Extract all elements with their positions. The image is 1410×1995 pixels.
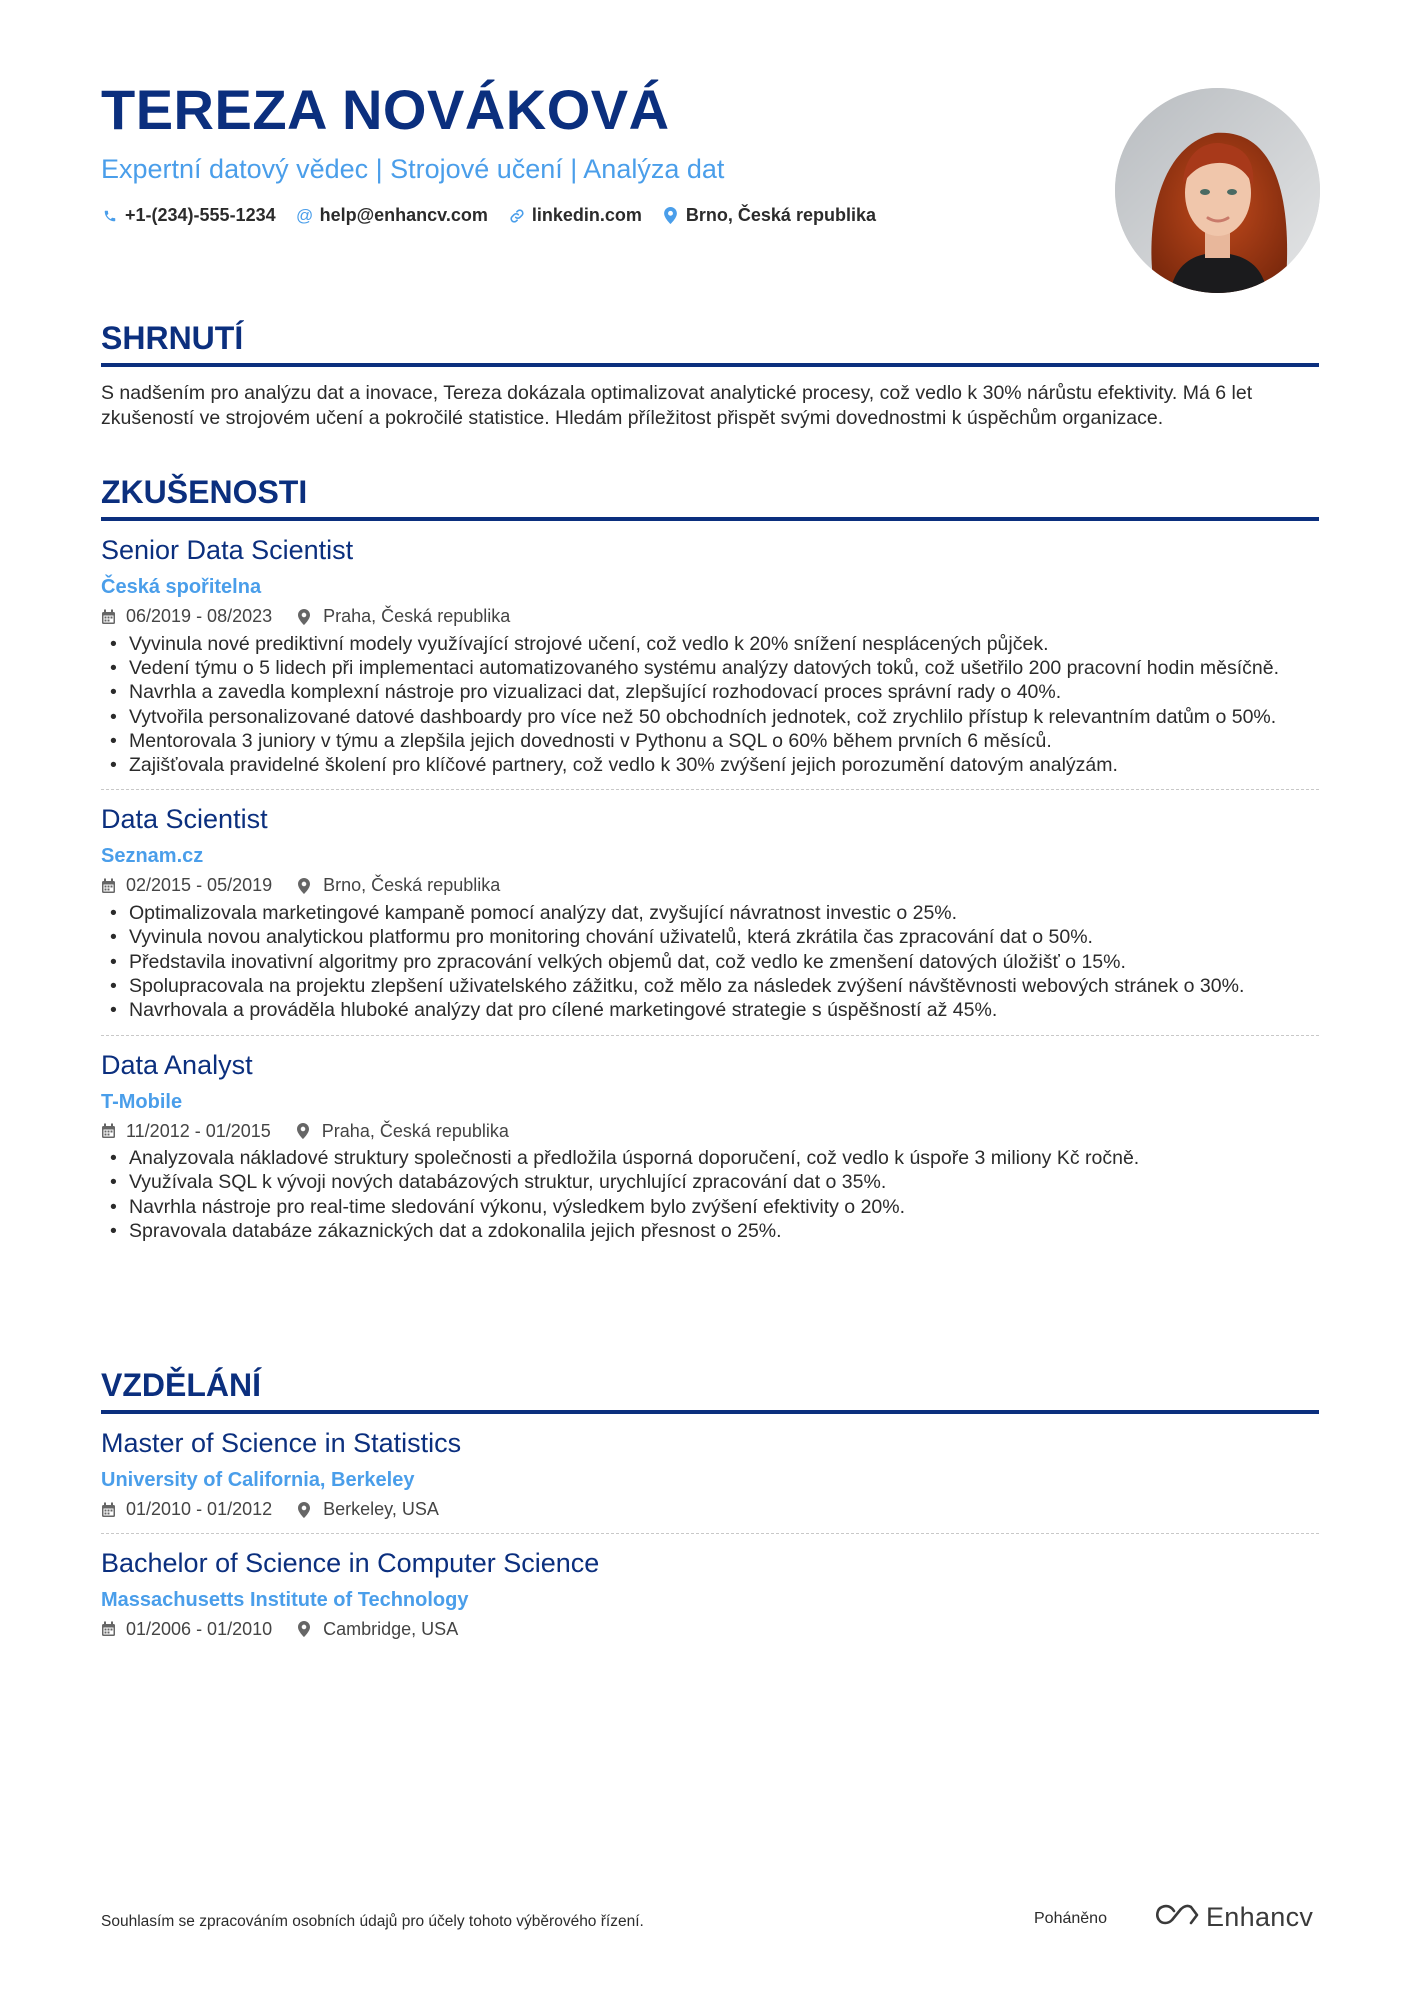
education-section (101, 1369, 1319, 1652)
achievement-item: • Zajišťovala pravidelné školení pro klíčové partnery, což vedlo k 30% zvýšení jejich porozumění datovým analýzám. (101, 753, 1319, 777)
achievement-item: • Navrhla a zavedla komplexní nástroje pro vizualizaci dat, zlepšující rozhodovací proces správní rady o 40%. (101, 680, 1319, 704)
job-title: Data Scientist (101, 804, 268, 835)
candidate-headline: Expertní datový vědec | Strojové učení | Analýza dat (101, 154, 725, 184)
degree-title: Bachelor of Science in Computer Science (101, 1547, 600, 1578)
contact-phone[interactable] (101, 205, 276, 226)
contact-phone-text: +1-(234)-555-1234 (125, 205, 276, 225)
contact-linkedin[interactable] (508, 205, 642, 226)
enhancv-mark-icon (1154, 1903, 1200, 1932)
candidate-name: TEREZA NOVÁKOVÁ (101, 78, 670, 141)
education-entry (101, 1428, 1319, 1533)
enhancv-wordmark: Enhancv (1206, 1902, 1314, 1932)
date-range (101, 1121, 271, 1143)
achievement-item: • Vedení týmu o 5 lidech při implementaci automatizovaného systému analýzy datových toků, což ušetřilo 200 pracovní hodin měsíčně. (101, 656, 1319, 680)
education-meta (101, 1619, 1319, 1641)
date-range-text: 01/2006 - 01/2010 (126, 1618, 273, 1639)
school-location-text: Berkeley, USA (323, 1499, 439, 1520)
job-meta (101, 1121, 1319, 1143)
location-pin-icon (297, 1122, 313, 1140)
powered-by-label: Poháněno (1034, 1910, 1107, 1927)
experience-heading: ZKUŠENOSTI (101, 476, 1319, 521)
location-pin-icon (298, 1620, 314, 1638)
contact-bar (101, 205, 896, 226)
achievement-item: • Vyvinula novou analytickou platformu pro monitoring chování uživatelů, která zkrátila čas zpracování dat o 50%. (101, 925, 1319, 949)
job-title: Data Analyst (101, 1049, 253, 1080)
degree-title: Master of Science in Statistics (101, 1428, 462, 1458)
enhancv-logo[interactable] (1154, 1902, 1313, 1933)
phone-icon (101, 207, 119, 225)
company-name: Seznam.cz (101, 845, 204, 868)
achievement-item: • Využívala SQL k vývoji nových databázových struktur, urychlující zpracování dat o 35%. (101, 1170, 1319, 1194)
achievement-item: • Vytvořila personalizované datové dashboardy pro více než 50 obchodních jednotek, což zrychlilo přístup k relevantním datům o 50%. (101, 705, 1319, 729)
education-entry (101, 1533, 1319, 1653)
achievement-item: • Spolupracovala na projektu zlepšení uživatelského zážitku, což mělo za následek zvýšení návštěvnosti webových stránek o 30%. (101, 974, 1319, 998)
location-pin-icon (298, 877, 314, 895)
company-name: T-Mobile (101, 1090, 183, 1113)
contact-email[interactable] (296, 205, 488, 226)
achievement-list (101, 632, 1319, 778)
education-meta (101, 1499, 1319, 1521)
date-range-text: 02/2015 - 05/2019 (126, 875, 273, 896)
job-title: Senior Data Scientist (101, 535, 354, 565)
experience-entry (101, 789, 1319, 1034)
achievement-item: • Analyzovala nákladové struktury společnosti a předložila úsporná doporučení, což vedlo k úspoře 3 miliony Kč ročně. (101, 1146, 1319, 1170)
job-location-text: Brno, Česká republika (323, 875, 501, 896)
calendar-icon (101, 877, 117, 895)
calendar-icon (101, 608, 117, 626)
calendar-icon (101, 1122, 117, 1140)
calendar-icon (101, 1620, 117, 1638)
summary-text: S nadšením pro analýzu dat a inovace, Tereza dokázala optimalizovat analytické procesy, což vedlo k 30% nárůstu efektivity. Má 6 let zkušeností ve strojovém učení a pokročilé statistice. Hledám příležitost přispět svými dovednostmi k úspěchům organizace. (101, 382, 1253, 429)
summary-heading: SHRNUTÍ (101, 322, 1319, 367)
education-heading: VZDĚLÁNÍ (101, 1369, 1319, 1414)
job-location-text: Praha, Česká republika (321, 1120, 509, 1141)
contact-location (662, 205, 876, 226)
achievement-item: • Spravovala databáze zákaznických dat a zdokonalila jejich přesnost o 25%. (101, 1219, 1319, 1243)
experience-list (101, 535, 1319, 1255)
profile-photo (1115, 88, 1320, 293)
job-location (298, 875, 500, 897)
achievement-item: • Mentorovala 3 juniory v týmu a zlepšila jejich dovednosti v Pythonu a SQL o 60% během prvních 6 měsíců. (101, 729, 1319, 753)
contact-email-text: help@enhancv.com (319, 205, 488, 225)
experience-section (101, 476, 1319, 1255)
summary-section (101, 322, 1319, 430)
gdpr-consent-text: Souhlasím se zpracováním osobních údajů pro účely tohoto výběrového řízení. (101, 1913, 644, 1930)
date-range-text: 06/2019 - 08/2023 (126, 606, 273, 627)
date-range (101, 1619, 272, 1641)
school-name: Massachusetts Institute of Technology (101, 1588, 469, 1611)
calendar-icon (101, 1501, 117, 1519)
school-location-text: Cambridge, USA (323, 1618, 459, 1639)
date-range (101, 875, 272, 897)
school-location (298, 1619, 458, 1641)
achievement-item: • Představila inovativní algoritmy pro zpracování velkých objemů dat, což vedlo ke zmenšení datových úložišť o 15%. (101, 950, 1319, 974)
link-icon (508, 207, 526, 225)
experience-entry (101, 535, 1319, 789)
education-list (101, 1428, 1319, 1652)
achievement-item: • Optimalizovala marketingové kampaně pomocí analýzy dat, zvyšující návratnost investic o 25%. (101, 901, 1319, 925)
job-location (298, 606, 510, 628)
company-name: Česká spořitelna (101, 576, 262, 599)
achievement-list (101, 1146, 1319, 1243)
date-range-text: 11/2012 - 01/2015 (126, 1120, 271, 1141)
location-pin-icon (298, 608, 314, 626)
at-icon: @ (295, 205, 314, 225)
school-name: University of California, Berkeley (101, 1469, 415, 1492)
achievement-item: • Navrhla nástroje pro real-time sledování výkonu, výsledkem bylo zvýšení efektivity o 20%. (101, 1195, 1319, 1219)
school-location (298, 1499, 439, 1521)
achievement-item: • Navrhovala a prováděla hluboké analýzy dat pro cílené marketingové strategie s úspěšností až 45%. (101, 998, 1319, 1022)
location-pin-icon (298, 1501, 314, 1519)
job-location (297, 1121, 509, 1143)
date-range-text: 01/2010 - 01/2012 (126, 1499, 273, 1520)
achievement-list (101, 901, 1319, 1022)
job-meta (101, 606, 1319, 628)
job-meta (101, 875, 1319, 897)
date-range (101, 1499, 272, 1521)
achievement-item: • Vyvinula nové prediktivní modely využívající strojové učení, což vedlo k 20% snížení nesplácených půjček. (101, 632, 1319, 656)
date-range (101, 606, 272, 628)
contact-location-text: Brno, Česká republika (685, 205, 876, 225)
experience-entry (101, 1035, 1319, 1256)
job-location-text: Praha, Česká republika (323, 606, 511, 627)
location-pin-icon (662, 207, 680, 225)
contact-linkedin-text: linkedin.com (531, 205, 642, 225)
